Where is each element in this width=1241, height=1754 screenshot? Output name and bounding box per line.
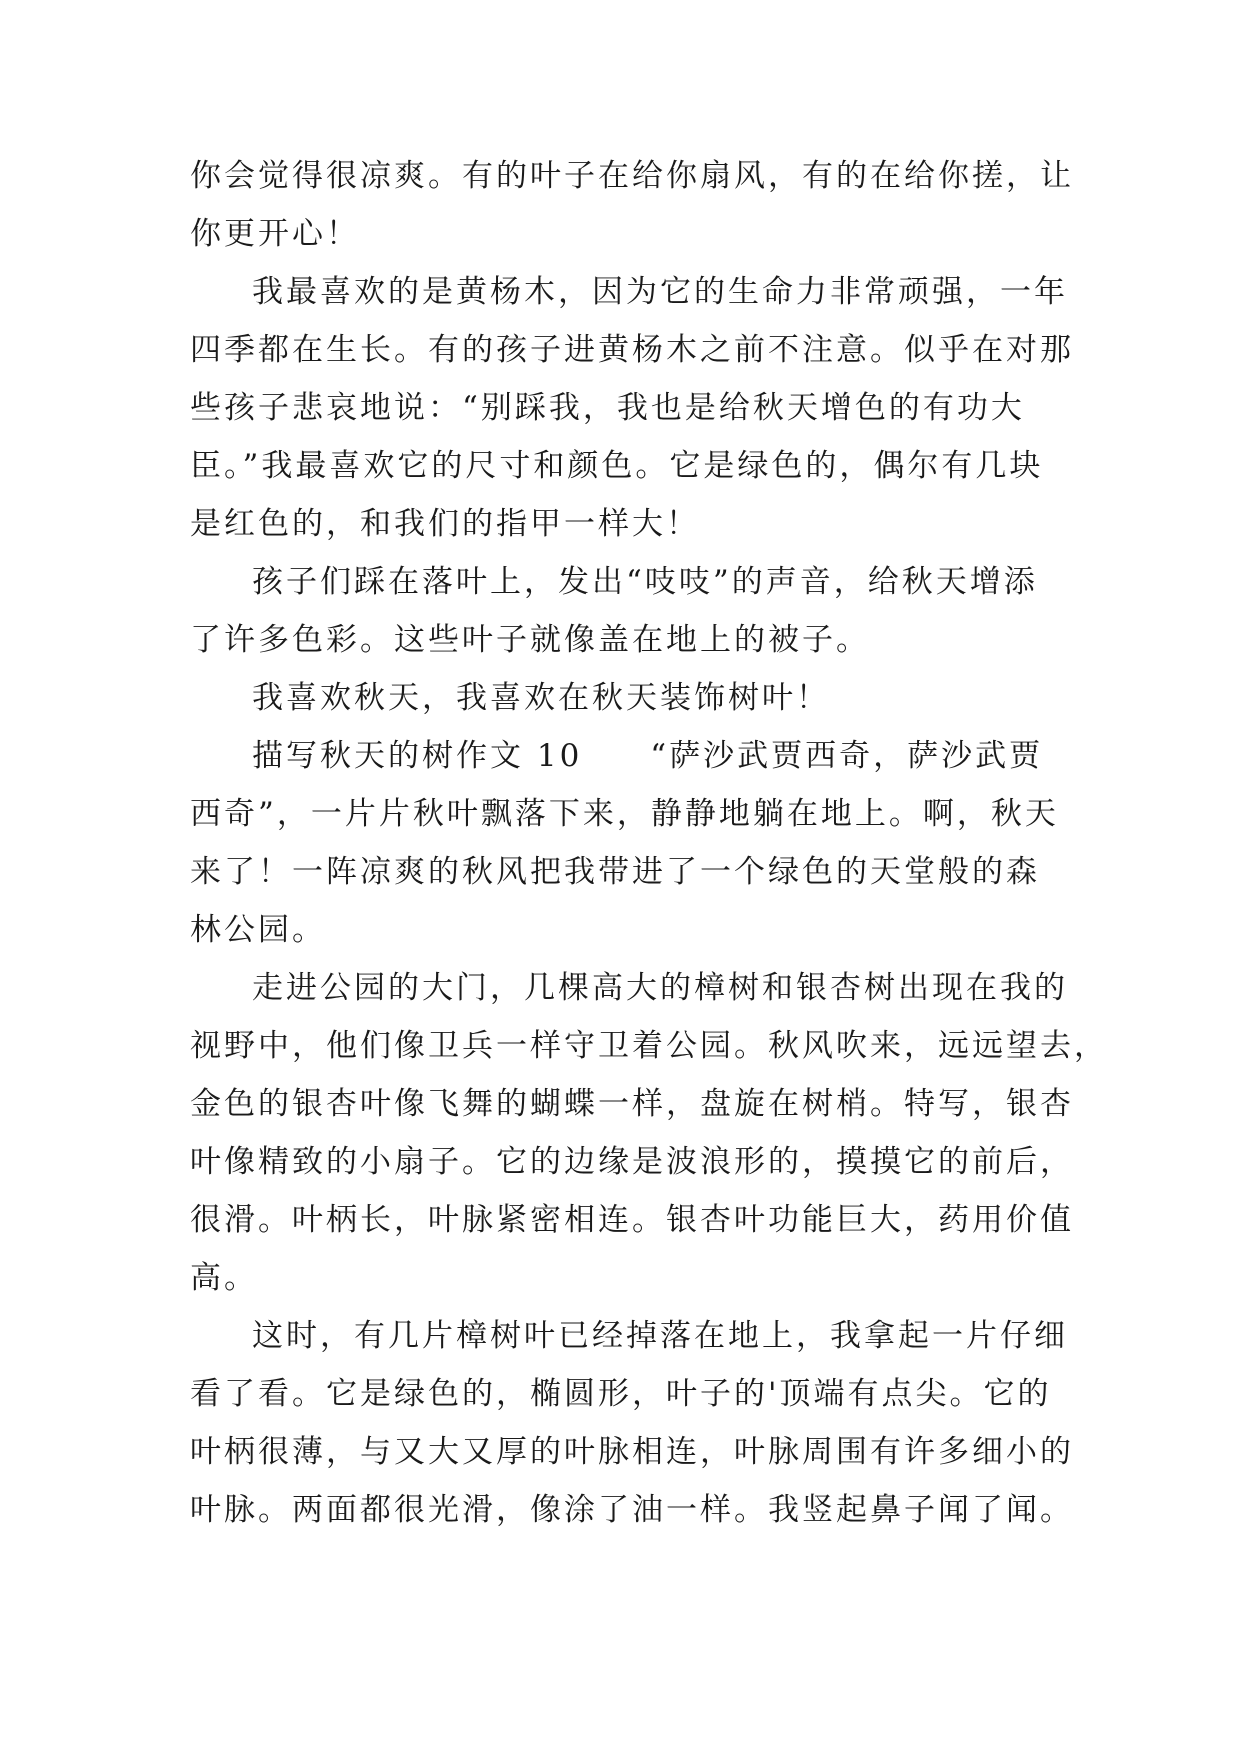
text-line: 我喜欢秋天，我喜欢在秋天装饰树叶！ xyxy=(252,680,830,716)
text-line: 你会觉得很凉爽。有的叶子在给你扇风，有的在给你搓，让 xyxy=(190,158,1074,194)
text-line: 孩子们踩在落叶上，发出“吱吱”的声音，给秋天增添 xyxy=(252,564,1038,600)
text-line: 些孩子悲哀地说：“别踩我，我也是给秋天增色的有功大 xyxy=(190,390,1025,426)
text-line: 臣。”我最喜欢它的尺寸和颜色。它是绿色的，偶尔有几块 xyxy=(190,448,1044,484)
text-line: 来了！一阵凉爽的秋风把我带进了一个绿色的天堂般的森 xyxy=(190,854,1040,890)
text-line: 叶柄很薄，与又大又厚的叶脉相连，叶脉周围有许多细小的 xyxy=(190,1434,1074,1470)
text-line: 这时，有几片樟树叶已经掉落在地上，我拿起一片仔细 xyxy=(252,1318,1068,1354)
text-line: 视野中，他们像卫兵一样守卫着公园。秋风吹来，远远望去， xyxy=(190,1028,1108,1064)
text-line: 林公园。 xyxy=(190,912,326,948)
text-line: 描写秋天的树作文 10 “萨沙武贾西奇，萨沙武贾 xyxy=(252,738,1044,774)
text-line: 四季都在生长。有的孩子进黄杨木之前不注意。似乎在对那 xyxy=(190,332,1074,368)
text-line: 你更开心！ xyxy=(190,216,360,252)
text-line: 很滑。叶柄长，叶脉紧密相连。银杏叶功能巨大，药用价值 xyxy=(190,1202,1074,1238)
text-line: 金色的银杏叶像飞舞的蝴蝶一样，盘旋在树梢。特写，银杏 xyxy=(190,1086,1074,1122)
text-line: 西奇”，一片片秋叶飘落下来，静静地躺在地上。啊，秋天 xyxy=(190,796,1059,832)
text-line: 高。 xyxy=(190,1260,258,1296)
text-line: 我最喜欢的是黄杨木，因为它的生命力非常顽强，一年 xyxy=(252,274,1068,310)
text-line: 走进公园的大门，几棵高大的樟树和银杏树出现在我的 xyxy=(252,970,1068,1006)
text-line: 看了看。它是绿色的，椭圆形，叶子的'顶端有点尖。它的 xyxy=(190,1376,1052,1412)
text-line: 叶像精致的小扇子。它的边缘是波浪形的，摸摸它的前后， xyxy=(190,1144,1074,1180)
text-line: 是红色的，和我们的指甲一样大！ xyxy=(190,506,700,542)
text-line: 了许多色彩。这些叶子就像盖在地上的被子。 xyxy=(190,622,870,658)
text-line: 叶脉。两面都很光滑，像涂了油一样。我竖起鼻子闻了闻。 xyxy=(190,1492,1074,1528)
